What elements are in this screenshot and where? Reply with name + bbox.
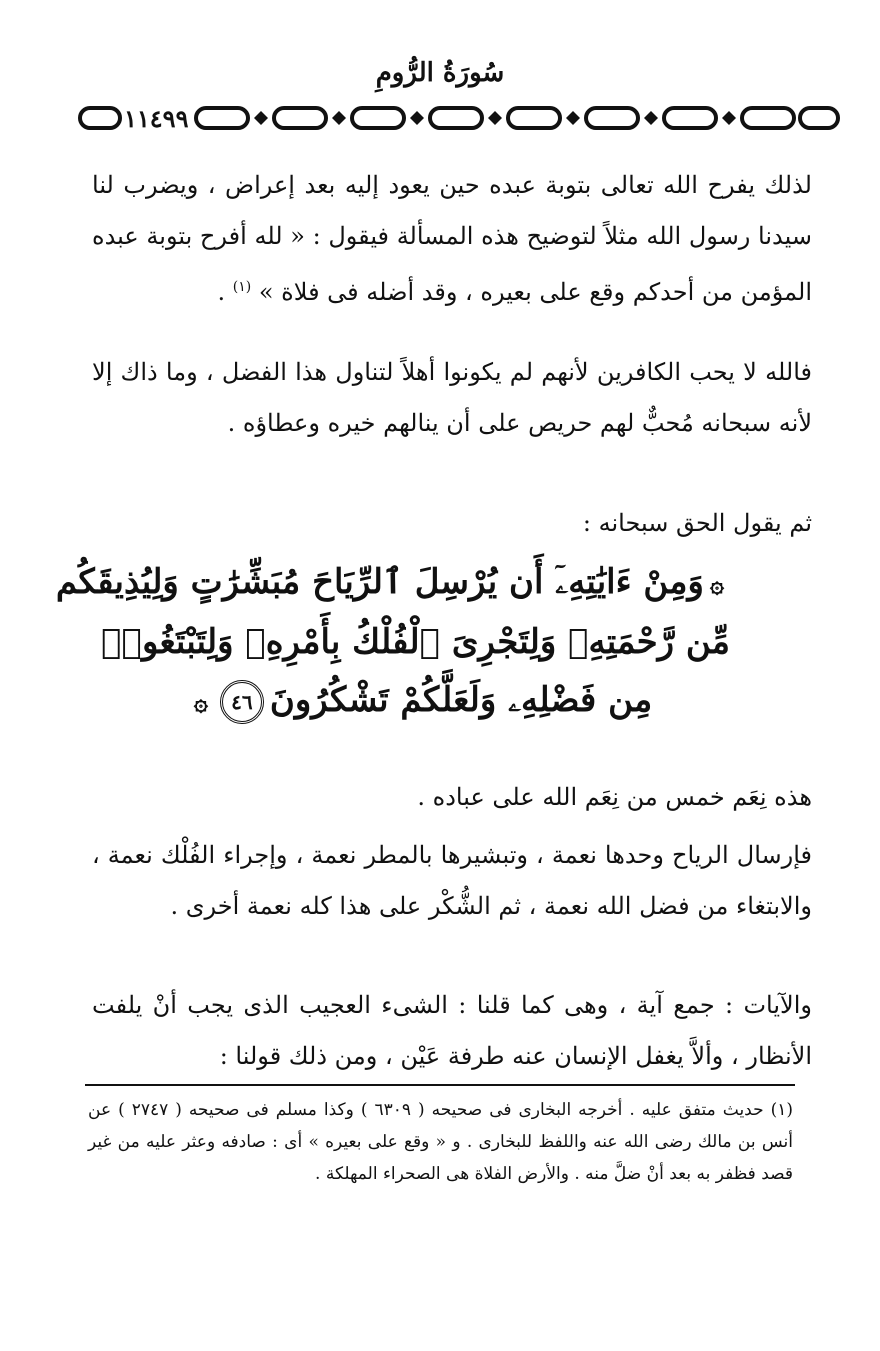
verse-line-3 xyxy=(110,671,730,731)
verse-line-1-text: وَمِنْ ءَايَٰتِهِۦٓ أَن يُرْسِلَ ٱلرِّيَاحَ مُبَشِّرَٰتٍ وَلِيُذِيقَكُم xyxy=(55,562,704,602)
paragraph-4 xyxy=(92,772,812,823)
paragraph-5 xyxy=(92,830,812,932)
paragraph-2 xyxy=(92,347,812,449)
verse-open-ornament-icon: ۞ xyxy=(709,569,724,598)
footnote-divider xyxy=(85,1084,795,1086)
paragraph-6-text: والآيات : جمع آية ، وهى كما قلنا : الشىء العجيب الذى يجب أنْ يلفت الأنظار ، وألاَّ يغفل الإنسان عنه طرفة عَيْن ، ومن ذلك قولنا : xyxy=(92,991,812,1070)
paragraph-4-text: هذه نِعَم خمس من نِعَم الله على عباده . xyxy=(417,783,812,811)
paragraph-6 xyxy=(92,980,812,1082)
ayah-number: ٤٦ xyxy=(220,680,264,724)
quran-verse xyxy=(55,553,730,731)
verse-line-1 xyxy=(55,553,730,613)
verse-intro xyxy=(92,498,812,549)
verse-close-ornament-icon: ۞ xyxy=(193,687,208,716)
footnote-marker: (١) xyxy=(232,279,252,295)
footnote: (١) حديث متفق عليه . أخرجه البخارى فى صحيحه ( ٦٣٠٩ ) وكذا مسلم فى صحيحه ( ٢٧٤٧ ) عن أنس بن مالك رضى الله عنه واللفظ للبخارى . و « وقع على بعيره » أى : صادفه وعثر عليه من غير قصد فظفر به بعد أنْ ضلَّ منه . والأرض الفلاة هى الصحراء المهلكة . xyxy=(88,1100,793,1184)
verse-line-2: مِّن رَّحْمَتِهِۦ وَلِتَجْرِىَ ٱلْفُلْكُ بِأَمْرِهِۦ وَلِتَبْتَغُوا۟ xyxy=(101,622,730,662)
paragraph-5-text: فإرسال الرياح وحدها نعمة ، وتبشيرها بالمطر نعمة ، وإجراء الفُلْك نعمة ، والابتغاء من فضل الله نعمة ، ثم الشُّكْر على هذا كله نعمة أخرى . xyxy=(92,841,812,920)
chain-border-ornament xyxy=(78,100,840,136)
verse-line-3-text: مِن فَضْلِهِۦ وَلَعَلَّكُمْ تَشْكُرُونَ xyxy=(269,680,653,720)
paragraph-1: لذلك يفرح الله تعالى بتوبة عبده حين يعود إليه بعد إعراض ، ويضرب لنا سيدنا رسول الله مثلاً لتوضيح هذه المسألة فيقول : « لله أفرح بتوبة عبده المؤمن من أحدكم وقع على بعيره ، وقد أضله فى فلاة » $^{(١)}$ . xyxy=(92,171,812,306)
verse-intro-text: ثم يقول الحق سبحانه : xyxy=(582,509,812,537)
page-number: ١١٤٩٩ xyxy=(124,104,189,133)
surah-title: سُورَةُ الرُّومِ xyxy=(375,58,505,88)
paragraph-2-text: فالله لا يحب الكافرين لأنهم لم يكونوا أهلاً لتناول هذا الفضل ، وما ذاك إلا لأنه سبحانه مُحبٌّ لهم حريص على أن ينالهم خيره وعطاؤه . xyxy=(92,358,812,437)
paragraph-1-text: لذلك يفرح الله تعالى بتوبة عبده حين يعود إليه بعد إعراض ، ويضرب لنا سيدنا رسول الله مثلاً لتوضيح هذه المسألة فيقول : « لله أفرح بتوبة عبده المؤمن من أحدكم وقع على بعيره ، وقد أضله فى فلاة » xyxy=(92,171,812,306)
